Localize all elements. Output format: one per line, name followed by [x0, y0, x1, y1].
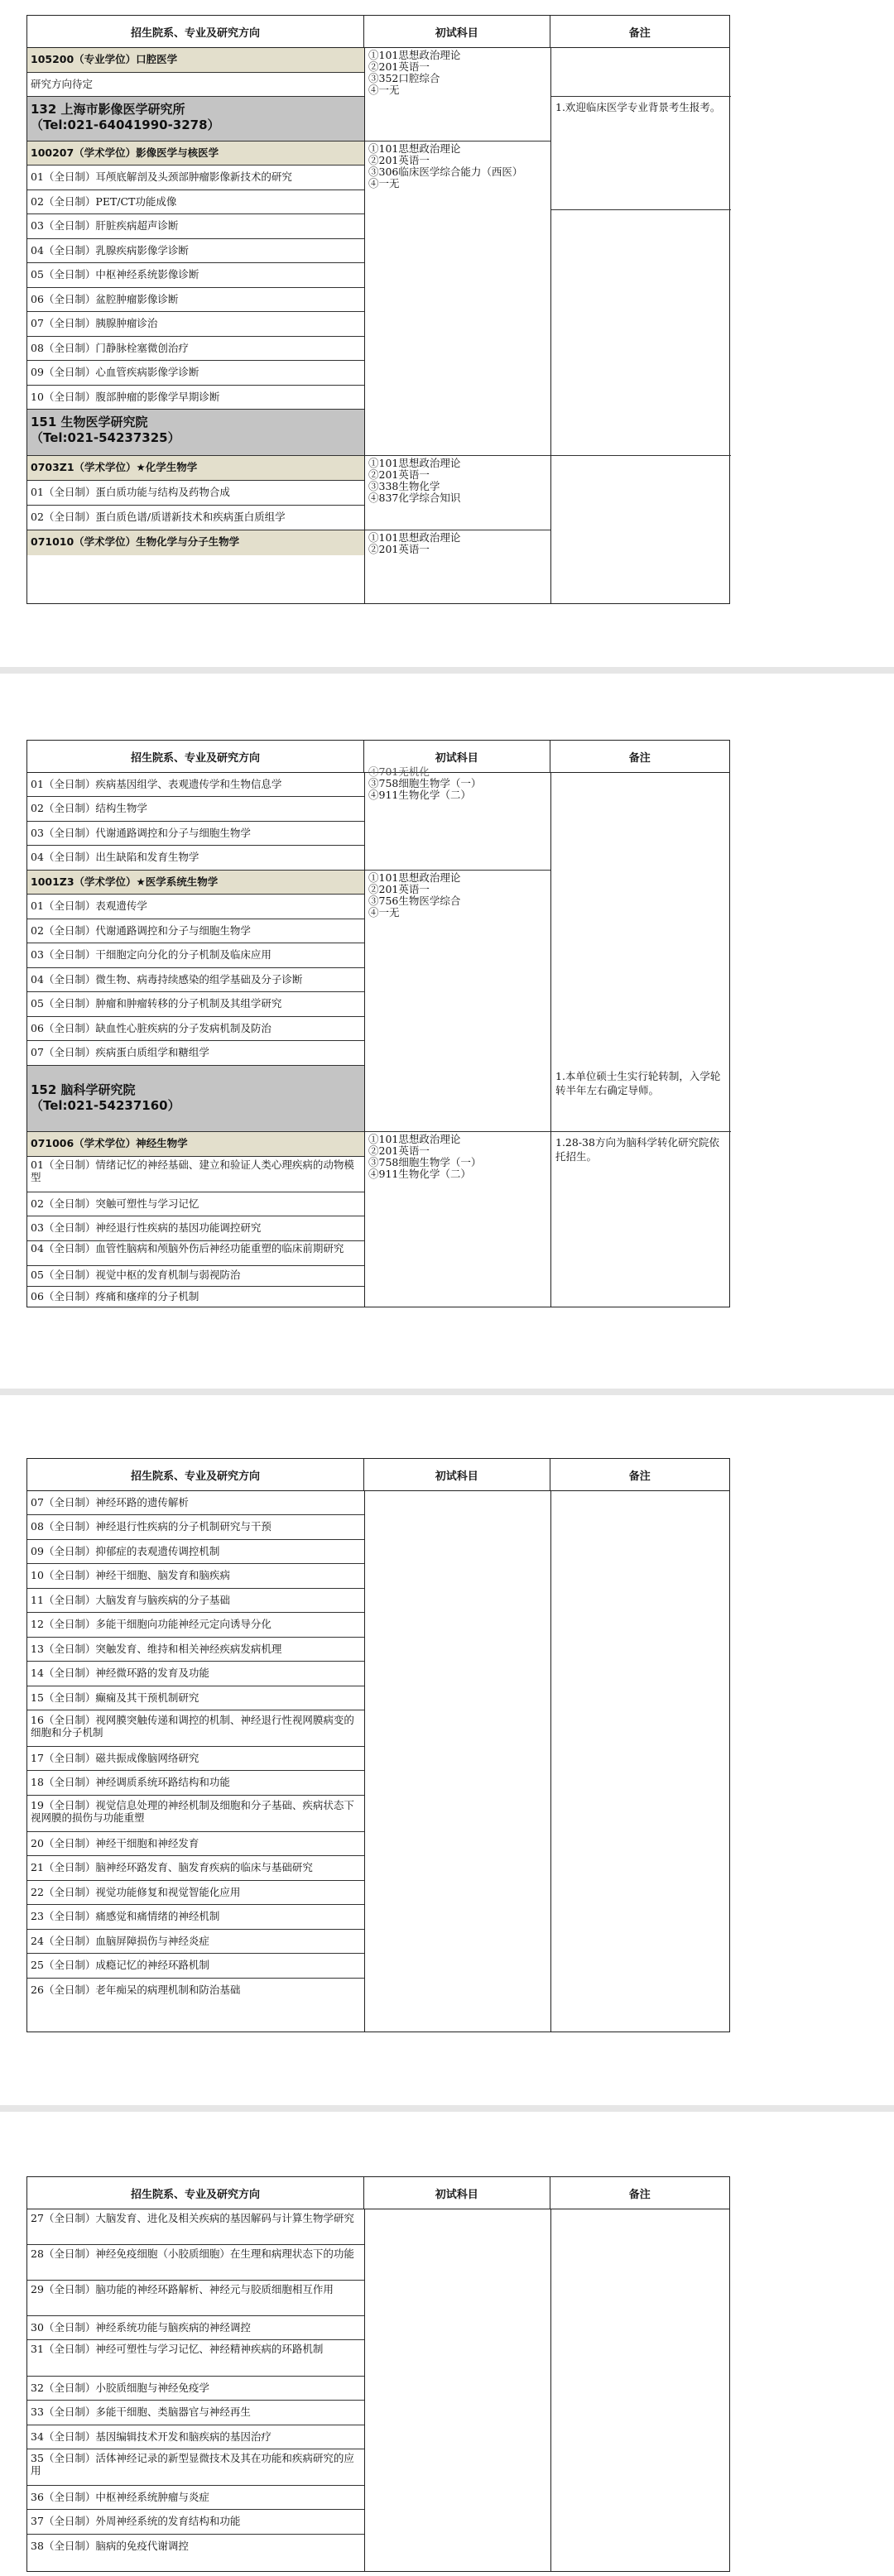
- direction-column: [27, 48, 365, 603]
- table-row: 05（全日制）视觉中枢的发育机制与弱视防治: [27, 1266, 364, 1287]
- header-exam: 初试科目: [364, 16, 550, 47]
- exam-column: [365, 48, 551, 603]
- page-separator: [0, 2105, 894, 2112]
- table-row: 02（全日制）代谢通路调控和分子与细胞生物学: [27, 919, 364, 943]
- table-row: 21（全日制）脑神经环路发育、脑发育疾病的临床与基础研究: [27, 1856, 364, 1881]
- table-row: 03（全日制）代谢通路调控和分子与细胞生物学: [27, 822, 364, 846]
- header-remark: 备注: [628, 26, 651, 40]
- table-row: 24（全日制）血脑屏障损伤与神经炎症: [27, 1930, 364, 1954]
- table-row: 26（全日制）老年痴呆的病理机制和防治基础: [31, 1984, 241, 1996]
- remark-cell: 1.本单位硕士生实行轮转制，入学轮转半年左右确定导师。: [551, 1066, 731, 1132]
- header-exam: 初试科目: [364, 1459, 550, 1490]
- exam-cell: ①101思想政治理论 ②201英语一: [368, 531, 461, 555]
- table-row: 38（全日制）脑病的免疫代谢调控: [31, 2540, 189, 2552]
- major-row: 105200（专业学位）口腔医学: [27, 48, 364, 73]
- table-row: 19（全日制）视觉信息处理的神经机制及细胞和分子基础、疾病状态下视网膜的损伤与功能重塑: [27, 1796, 364, 1832]
- exam-cell: ①101思想政治理论 ②201英语一 ③352口腔综合 ④一无: [365, 48, 550, 142]
- header-direction: 招生院系、专业及研究方向: [27, 741, 364, 772]
- table-row: 01（全日制）疾病基因组学、表观遗传学和生物信息学: [27, 773, 364, 797]
- table-row: 02（全日制）突触可塑性与学习记忆: [27, 1192, 364, 1216]
- table-header: [26, 1458, 730, 1491]
- table-row: 32（全日制）小胶质细胞与神经免疫学: [27, 2377, 364, 2401]
- institute-row: [27, 97, 364, 142]
- exam-cell: ①101思想政治理论 ②201英语一 ③338生物化学 ④837化学综合知识: [365, 456, 550, 530]
- table-row: 04（全日制）出生缺陷和发育生物学: [27, 846, 364, 871]
- major-row: 071010（学术学位）生物化学与分子生物学: [27, 530, 364, 555]
- table-row: 01（全日制）情绪记忆的神经基础、建立和验证人类心理疾病的动物模型: [27, 1157, 364, 1192]
- table-row: 07（全日制）神经环路的遗传解析: [27, 1491, 364, 1515]
- table-row: 06（全日制）疼痛和瘙痒的分子机制: [31, 1290, 199, 1302]
- table-body: [26, 1491, 730, 2032]
- table-row: 27（全日制）大脑发育、进化及相关疾病的基因解码与计算生物学研究: [27, 2209, 364, 2245]
- table-row: 12（全日制）多能干细胞向功能神经元定向诱导分化: [27, 1613, 364, 1638]
- direction-column: [27, 2209, 365, 2571]
- table-row: 15（全日制）癫痫及其干预机制研究: [27, 1686, 364, 1710]
- header-remark: 备注: [628, 751, 651, 765]
- major-row: 071006（学术学位）神经生物学: [27, 1132, 364, 1157]
- table-body: [26, 48, 730, 604]
- exam-cell: ①101思想政治理论 ②201英语一 ③758细胞生物学（一） ④911生物化学（二）: [368, 1133, 482, 1180]
- table-row: 22（全日制）视觉功能修复和视觉智能化应用: [27, 1881, 364, 1905]
- table-row: 02（全日制）PET/CT功能成像: [27, 190, 364, 214]
- header-direction: 招生院系、专业及研究方向: [27, 1459, 364, 1490]
- table-header: [26, 15, 730, 48]
- table-row: 06（全日制）盆腔肿瘤影像诊断: [27, 288, 364, 312]
- remark-cell: 1.欢迎临床医学专业背景考生报考。: [551, 97, 731, 210]
- remark-cell: [551, 48, 731, 97]
- table-row: 25（全日制）成瘾记忆的神经环路机制: [27, 1954, 364, 1979]
- table-row: 01（全日制）蛋白质功能与结构及药物合成: [27, 481, 364, 506]
- exam-cell: ①101思想政治理论 ②201英语一 ③306临床医学综合能力（西医） ④一无: [365, 142, 550, 456]
- table-row: 34（全日制）基因编辑技术开发和脑疾病的基因治疗: [27, 2425, 364, 2449]
- table-row: 18（全日制）神经调质系统环路结构和功能: [27, 1771, 364, 1796]
- header-remark: 备注: [628, 2188, 651, 2201]
- table-row: 35（全日制）活体神经记录的新型显微技术及其在功能和疾病研究的应用: [27, 2449, 364, 2486]
- table-body: [26, 765, 730, 1307]
- table-row: 09（全日制）心血管疾病影像学诊断: [27, 361, 364, 386]
- table-row: 16（全日制）视网膜突触传递和调控的机制、神经退行性视网膜病变的细胞和分子机制: [27, 1710, 364, 1747]
- exam-cell: ④701无机化 ③758细胞生物学（一） ④911生物化学（二）: [365, 773, 550, 871]
- table-row: 08（全日制）门静脉栓塞微创治疗: [27, 337, 364, 361]
- table-row: 17（全日制）磁共振成像脑网络研究: [27, 1747, 364, 1771]
- table-row: 01（全日制）表观遗传学: [27, 895, 364, 919]
- table-row: 20（全日制）神经干细胞和神经发育: [27, 1832, 364, 1856]
- table-row: 05（全日制）中枢神经系统影像诊断: [27, 263, 364, 288]
- direction-column: [27, 773, 365, 1307]
- table-row: 02（全日制）蛋白质色谱/质谱新技术和疾病蛋白质组学: [27, 506, 364, 530]
- institute-tel: （Tel:021-54237325）: [31, 430, 180, 445]
- institute-name: 151 生物医学研究院: [31, 415, 148, 429]
- table-row: 06（全日制）缺血性心脏疾病的分子发病机制及防治: [27, 1017, 364, 1041]
- table-row: 01（全日制）耳颅底解剖及头颈部肿瘤影像新技术的研究: [27, 165, 364, 190]
- remark-column: [551, 1491, 731, 2032]
- table-header: [26, 2176, 730, 2209]
- table-row: 14（全日制）神经微环路的发育及功能: [27, 1662, 364, 1686]
- table-body: [26, 2209, 730, 2572]
- header-exam: 初试科目: [364, 2177, 550, 2209]
- table-row: 03（全日制）肝脏疾病超声诊断: [27, 214, 364, 239]
- major-row: 1001Z3（学术学位）★医学系统生物学: [27, 871, 364, 895]
- page-separator: [0, 667, 894, 674]
- table-row: 13（全日制）突触发育、维持和相关神经疾病发病机理: [27, 1638, 364, 1662]
- table-row: 37（全日制）外周神经系统的发育结构和功能: [27, 2510, 364, 2535]
- institute-name: 152 脑科学研究院: [31, 1082, 136, 1097]
- table-row: 05（全日制）肿瘤和肿瘤转移的分子机制及其组学研究: [27, 992, 364, 1017]
- major-row: 100207（学术学位）影像医学与核医学: [27, 142, 364, 165]
- table-row: 33（全日制）多能干细胞、类脑器官与神经再生: [27, 2401, 364, 2425]
- remark-column: [551, 48, 731, 603]
- major-row: 0703Z1（学术学位）★化学生物学: [27, 456, 364, 481]
- remark-column: [551, 2209, 731, 2571]
- table-row: 30（全日制）神经系统功能与脑疾病的神经调控: [27, 2316, 364, 2340]
- page-separator: [0, 1389, 894, 1395]
- table-row: 研究方向待定: [27, 73, 364, 97]
- table-row: 03（全日制）干细胞定向分化的分子机制及临床应用: [27, 943, 364, 968]
- table-row: 11（全日制）大脑发育与脑疾病的分子基础: [27, 1589, 364, 1613]
- table-row: 02（全日制）结构生物学: [27, 797, 364, 822]
- table-row: 23（全日制）痛感觉和痛情绪的神经机制: [27, 1905, 364, 1930]
- table-row: 07（全日制）疾病蛋白质组学和糖组学: [27, 1041, 364, 1066]
- page-4: [0, 2112, 894, 2576]
- table-row: 03（全日制）神经退行性疾病的基因功能调控研究: [27, 1216, 364, 1241]
- header-direction: 招生院系、专业及研究方向: [27, 2177, 364, 2209]
- table-row: 04（全日制）血管性脑病和颅脑外伤后神经功能重塑的临床前期研究: [27, 1241, 364, 1266]
- table-row: 10（全日制）腹部肿瘤的影像学早期诊断: [27, 386, 364, 410]
- table-row: 28（全日制）神经免疫细胞（小胶质细胞）在生理和病理状态下的功能: [27, 2245, 364, 2281]
- table-row: 04（全日制）乳腺疾病影像学诊断: [27, 239, 364, 263]
- remark-column: [551, 773, 731, 1307]
- exam-column: [365, 765, 551, 1307]
- header-direction: 招生院系、专业及研究方向: [27, 16, 364, 47]
- table-row: 36（全日制）中枢神经系统肿瘤与炎症: [27, 2486, 364, 2510]
- remark-cell: 1.28-38方向为脑科学转化研究院依托招生。: [555, 1136, 719, 1163]
- exam-cell: ①101思想政治理论 ②201英语一 ③756生物医学综合 ④一无: [365, 871, 550, 1132]
- page-3: [0, 1395, 894, 2102]
- remark-cell: [551, 410, 731, 456]
- page-2: [0, 674, 894, 1385]
- page-1: [0, 0, 894, 662]
- table-row: 08（全日制）神经退行性疾病的分子机制研究与干预: [27, 1515, 364, 1540]
- header-exam: 初试科目: [364, 741, 550, 772]
- table-row: 09（全日制）抑郁症的表观遗传调控机制: [27, 1540, 364, 1564]
- institute-name: 132 上海市影像医学研究所: [31, 102, 185, 117]
- exam-column: [365, 2209, 551, 2571]
- table-row: 31（全日制）神经可塑性与学习记忆、神经精神疾病的环路机制: [27, 2340, 364, 2377]
- direction-column: [27, 1491, 365, 2032]
- institute-row: [27, 1066, 364, 1132]
- table-row: 04（全日制）微生物、病毒持续感染的组学基础及分子诊断: [27, 968, 364, 992]
- table-row: 10（全日制）神经干细胞、脑发育和脑疾病: [27, 1564, 364, 1589]
- institute-tel: （Tel:021-64041990-3278）: [31, 118, 220, 132]
- table-row: 29（全日制）脑功能的神经环路解析、神经元与胶质细胞相互作用: [27, 2281, 364, 2316]
- institute-row: [27, 410, 364, 456]
- table-row: 07（全日制）胰腺肿瘤诊治: [27, 312, 364, 337]
- institute-tel: （Tel:021-54237160）: [31, 1098, 180, 1113]
- header-remark: 备注: [628, 1470, 651, 1483]
- exam-column: [365, 1491, 551, 2032]
